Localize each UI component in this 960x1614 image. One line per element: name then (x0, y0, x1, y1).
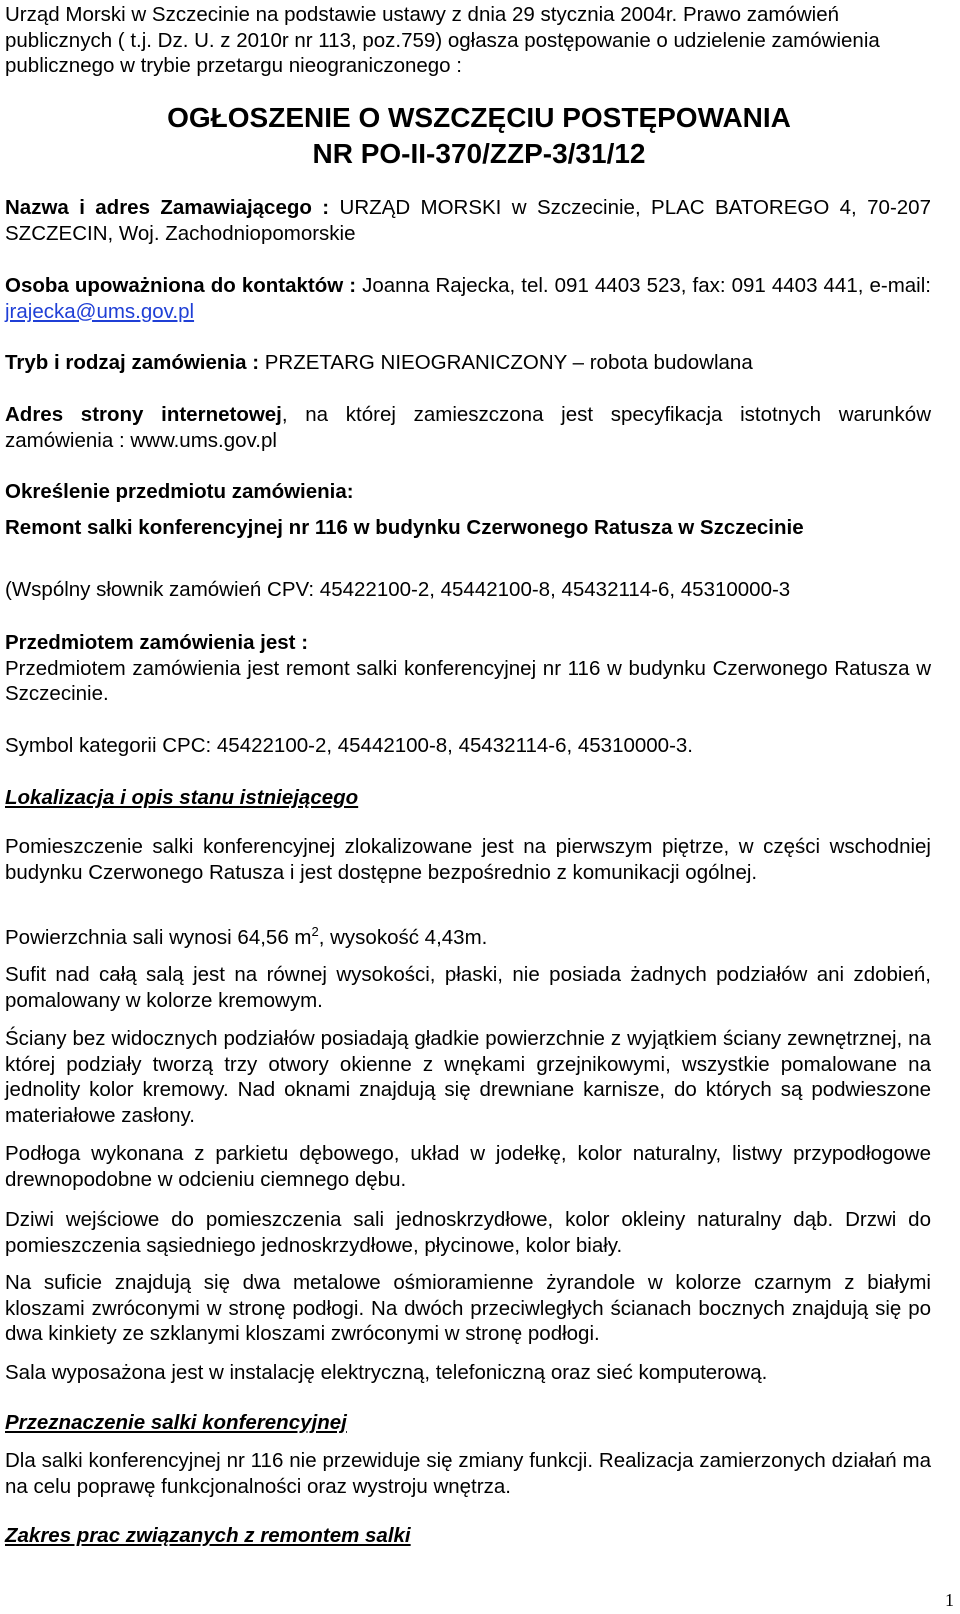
okreslenie-value: Remont salki konferencyjnej nr 116 w budynku Czerwonego Ratusza w Szczecinie (5, 516, 804, 539)
title-line-1: OGŁOSZENIE O WSZCZĘCIU POSTĘPOWANIA (167, 102, 791, 133)
przedmiot-paragraph (5, 630, 931, 707)
strona-label: Adres strony internetowej (5, 403, 282, 426)
lokalizacja-p5: Podłoga wykonana z parkietu dębowego, układ w jodełkę, kolor naturalny, listwy przypodłogowe drewnopodobne w odcieniu ciemnego dębu. (5, 1142, 931, 1191)
przedmiot-value: Przedmiotem zamówienia jest remont salki konferencyjnej nr 116 w budynku Czerwonego Ratusza w Szczecinie. (5, 656, 931, 705)
zamawiajacy-paragraph (5, 195, 931, 246)
zamawiajacy-label: Nazwa i adres Zamawiającego : (5, 196, 330, 219)
intro-paragraph: Urząd Morski w Szczecinie na podstawie ustawy z dnia 29 stycznia 2004r. Prawo zamówień publicznych ( t.j. Dz. U. z 2010r nr 113, poz.759) ogłasza postępowanie o udzielenie zamówienia publicznego w trybie przetargu nieograniczonego : (5, 3, 880, 77)
lokalizacja-p8: Sala wyposażona jest w instalację elektryczną, telefoniczną oraz sieć komputerową. (5, 1361, 768, 1384)
lokalizacja-p3: Sufit nad całą salą jest na równej wysokości, płaski, nie posiada żadnych podziałów ani zdobień, pomalowany w kolorze kremowym. (5, 963, 931, 1012)
zamawiajacy-value: URZĄD MORSKI w Szczecinie, PLAC BATOREGO 4, 70-207 SZCZECIN, Woj. Zachodniopomorskie (5, 196, 931, 245)
kontakt-email-link[interactable]: jrajecka@ums.gov.pl (5, 299, 195, 323)
zakres-heading: Zakres prac związanych z remontem salki (5, 1524, 411, 1547)
wysokosc-text: , wysokość 4,43m. (318, 926, 488, 949)
przeznaczenie-heading: Przeznaczenie salki konferencyjnej (5, 1411, 347, 1434)
strona-value: , na której zamieszczona jest specyfikacja istotnych warunków zamówienia : www.ums.gov.pl (5, 403, 931, 452)
przedmiot-label: Przedmiotem zamówienia jest : (5, 631, 309, 654)
kontakt-paragraph (5, 273, 931, 324)
tryb-label: Tryb i rodzaj zamówienia : (5, 351, 260, 374)
kontakt-value: Joanna Rajecka, tel. 091 4403 523, fax: 091 4403 441, e-mail: (356, 274, 931, 297)
page-title (5, 100, 953, 172)
tryb-value: PRZETARG NIEOGRANICZONY – robota budowlana (259, 351, 753, 374)
powierzchnia-text: Powierzchnia sali wynosi 64,56 m (5, 926, 312, 949)
lokalizacja-p4: Ściany bez widocznych podziałów posiadają gładkie powierzchnie z wyjątkiem ściany zewnętrznej, na której podziały tworzą trzy otwory okienne z wnękami grzejnikowymi, wszystkie pomalowane na jednolity kolor kremowy. Nad oknami znajdują się drewniane karnisze, do których są podwieszone materiałowe zasłony. (5, 1027, 931, 1127)
strona-paragraph (5, 402, 931, 453)
title-line-2: NR PO-II-370/ZZP-3/31/12 (312, 138, 646, 169)
lokalizacja-p2 (5, 925, 931, 951)
powierzchnia-superscript: 2 (311, 924, 319, 940)
przeznaczenie-p1: Dla salki konferencyjnej nr 116 nie przewiduje się zmiany funkcji. Realizacja zamierzonych działań ma na celu poprawę funkcjonalności oraz wystroju wnętrza. (5, 1449, 931, 1498)
kontakt-label: Osoba upoważniona do kontaktów : (5, 274, 357, 297)
cpv-paragraph: (Wspólny słownik zamówień CPV: 45422100-2, 45442100-8, 45432114-6, 45310000-3 (5, 578, 791, 601)
lokalizacja-p1: Pomieszczenie salki konferencyjnej zlokalizowane jest na pierwszym piętrze, w części wschodniej budynku Czerwonego Ratusza i jest dostępne bezpośrednio z komunikacji ogólnej. (5, 835, 931, 884)
lokalizacja-heading: Lokalizacja i opis stanu istniejącego (5, 786, 359, 809)
page-number: 1 (945, 1590, 954, 1610)
cpc-paragraph: Symbol kategorii CPC: 45422100-2, 45442100-8, 45432114-6, 45310000-3. (5, 734, 694, 757)
tryb-paragraph (5, 350, 931, 376)
okreslenie-label: Określenie przedmiotu zamówienia: (5, 480, 354, 503)
lokalizacja-p6: Dziwi wejściowe do pomieszczenia sali jednoskrzydłowe, kolor okleiny naturalny dąb. Drzwi do pomieszczenia sąsiedniego jednoskrzydłowe, płycinowe, kolor biały. (5, 1208, 931, 1257)
lokalizacja-p7: Na suficie znajdują się dwa metalowe ośmioramienne żyrandole w kolorze czarnym z białymi kloszami zwróconymi w stronę podłogi. Na dwóch przeciwległych ścianach bocznych znajdują się po dwa kinkiety ze szklanymi kloszami zwróconymi w stronę podłogi. (5, 1271, 931, 1345)
